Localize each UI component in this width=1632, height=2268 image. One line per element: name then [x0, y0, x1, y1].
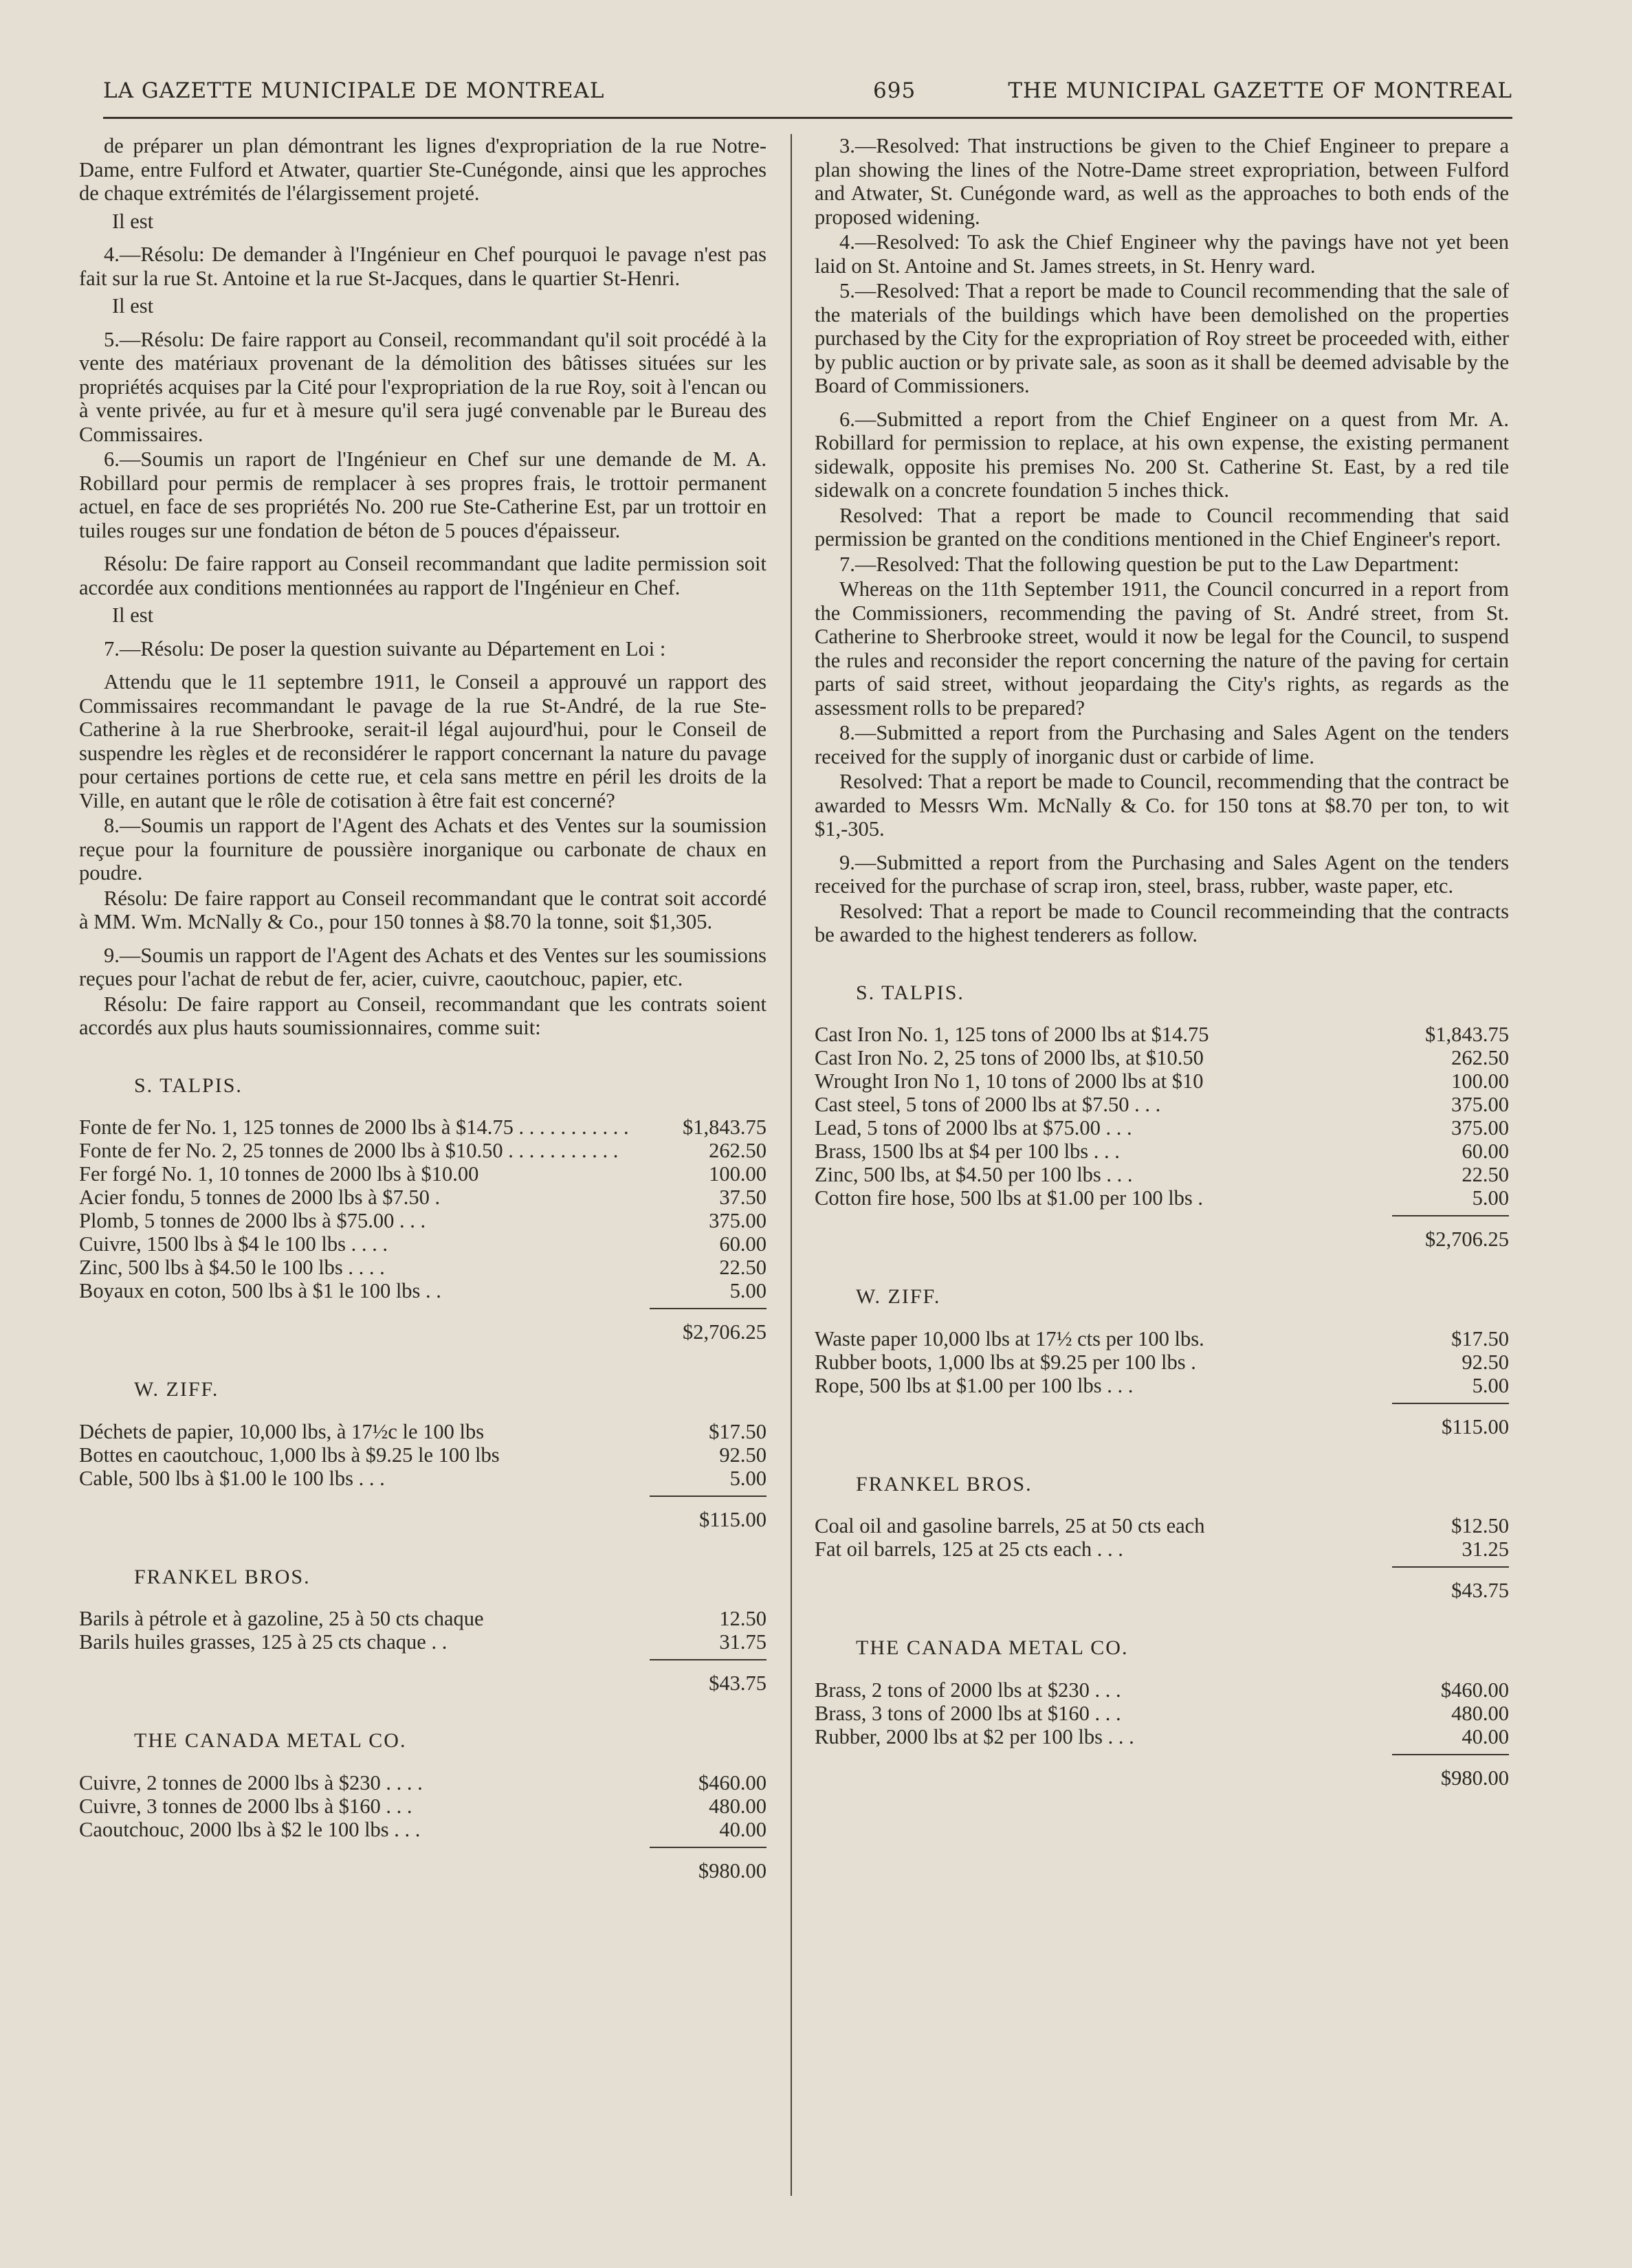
tenderer-name: THE CANADA METAL CO.	[134, 1729, 407, 1752]
tender-row	[79, 1256, 767, 1279]
item-amount: 375.00	[709, 1209, 767, 1232]
tender-row	[79, 1607, 767, 1630]
item-description: Cuivre, 1500 lbs à $4 le 100 lbs . . . .	[79, 1232, 388, 1256]
tender-row	[79, 1443, 767, 1467]
tender-row	[79, 1186, 767, 1209]
tender-row	[815, 1725, 1509, 1748]
tender-row	[815, 1350, 1509, 1374]
item-amount: $1,843.75	[683, 1115, 767, 1139]
item-amount: 262.50	[709, 1139, 767, 1162]
item-description: Boyaux en coton, 500 lbs à $1 le 100 lbs . .	[79, 1279, 441, 1302]
item-amount: 480.00	[709, 1794, 767, 1818]
tender-row	[815, 1069, 1509, 1093]
tenderer-name: S. TALPIS.	[856, 981, 964, 1004]
item-amount: 60.00	[719, 1232, 767, 1256]
item-description: Barils huiles grasses, 125 à 25 cts chaque . .	[79, 1630, 448, 1654]
paragraph: 7.—Resolved: That the following question be put to the Law Department:	[839, 552, 1459, 576]
item-amount: 12.50	[719, 1607, 767, 1630]
item-amount: 92.50	[1462, 1350, 1509, 1374]
tender-section	[79, 1074, 767, 1344]
tender-row	[79, 1115, 767, 1139]
paragraph: Il est	[112, 294, 154, 318]
item-amount: 5.00	[729, 1279, 767, 1302]
tender-section	[815, 981, 1509, 1252]
header-title-french: LA GAZETTE MUNICIPALE DE MONTREAL	[103, 78, 605, 103]
item-amount: $1,843.75	[1425, 1023, 1509, 1046]
paragraph: 4.—Resolved: To ask the Chief Engineer why the pavings have not yet been laid on St. Antoine and St. James streets, in St. Henry ward.	[815, 230, 1509, 278]
item-amount: 5.00	[1472, 1373, 1509, 1397]
item-description: Fer forgé No. 1, 10 tonnes de 2000 lbs à $10.00	[79, 1162, 479, 1186]
tenderer-name: THE CANADA METAL CO.	[856, 1636, 1129, 1659]
item-amount: $17.50	[1451, 1326, 1509, 1350]
item-amount: 5.00	[729, 1466, 767, 1490]
paragraph: 9.—Soumis un rapport de l'Agent des Achats et des Ventes sur les soumissions reçues pour l'achat de rebut de fer, acier, cuivre, caoutchouc, papier, etc.	[79, 943, 767, 990]
tender-row	[815, 1116, 1509, 1139]
item-description: Zinc, 500 lbs à $4.50 le 100 lbs . . . .	[79, 1256, 385, 1279]
section-total: $115.00	[699, 1507, 767, 1531]
tender-row	[815, 1702, 1509, 1725]
item-amount: 40.00	[719, 1817, 767, 1841]
tender-row	[79, 1630, 767, 1654]
tenderer-name: FRANKEL BROS.	[134, 1565, 311, 1588]
tender-row	[79, 1467, 767, 1490]
tender-row	[815, 1139, 1509, 1163]
tender-section	[79, 1729, 767, 1882]
tender-row	[79, 1162, 767, 1186]
tender-row	[815, 1023, 1509, 1046]
item-description: Waste paper 10,000 lbs at 17½ cts per 100 lbs.	[815, 1326, 1204, 1350]
item-description: Cast steel, 5 tons of 2000 lbs at $7.50 . . .	[815, 1093, 1161, 1116]
item-description: Zinc, 500 lbs, at $4.50 per 100 lbs . . .	[815, 1163, 1133, 1186]
section-total: $2,706.25	[1425, 1227, 1509, 1251]
tenderer-name: W. ZIFF.	[856, 1285, 941, 1308]
item-amount: 22.50	[1462, 1163, 1509, 1186]
paragraph: Resolved: That a report be made to Council recommending that said permission be granted on the conditions mentioned in the Chief Engineer's report.	[815, 503, 1509, 551]
tender-row	[79, 1818, 767, 1841]
item-description: Fat oil barrels, 125 at 25 cts each . . .	[815, 1537, 1123, 1561]
tender-row	[815, 1678, 1509, 1702]
item-description: Barils à pétrole et à gazoline, 25 à 50 cts chaque	[79, 1607, 484, 1630]
paragraph: 9.—Submitted a report from the Purchasing and Sales Agent on the tenders received for the purchase of scrap iron, steel, brass, rubber, waste paper, etc.	[815, 850, 1509, 898]
tender-row	[815, 1163, 1509, 1186]
item-description: Cable, 500 lbs à $1.00 le 100 lbs . . .	[79, 1466, 385, 1490]
item-description: Fonte de fer No. 2, 25 tonnes de 2000 lbs à $10.50 . . . . . . . . . . .	[79, 1139, 619, 1162]
paragraph: 5.—Resolved: That a report be made to Council recommending that the sale of the materials of the buildings which have been demolished on the properties purchased by the City for the expropriation of Roy street be proceeded with, either by public auction or by private sale, as soon as it shall be deemed advisable by the Board of Commissioners.	[815, 279, 1509, 397]
item-description: Bottes en caoutchouc, 1,000 lbs à $9.25 le 100 lbs	[79, 1443, 500, 1467]
tender-row	[79, 1279, 767, 1302]
tender-row	[79, 1771, 767, 1794]
tender-row	[815, 1186, 1509, 1210]
tender-row	[79, 1232, 767, 1256]
item-amount: 31.75	[719, 1630, 767, 1654]
item-description: Coal oil and gasoline barrels, 25 at 50 cts each	[815, 1514, 1205, 1537]
section-total: $115.00	[1442, 1414, 1509, 1438]
paragraph: Whereas on the 11th September 1911, the Council concurred in a report from the Commissioners, recommending the paving of St. André street, from St. Catherine to Sherbrooke street, would it now be legal for the Council, to suspend the rules and reconsider the report concerning the nature of the paving for certain parts of said street, without jeopardaing the City's rights, as regards as the assessment rolls to be prepared?	[815, 577, 1509, 720]
item-amount: $12.50	[1451, 1514, 1509, 1537]
tender-row	[79, 1209, 767, 1232]
paragraph: Résolu: De faire rapport au Conseil recommandant que ladite permission soit accordée aux conditions mentionnées au rapport de l'Ingénieur en Chef.	[79, 552, 767, 599]
paragraph: 6.—Soumis un raport de l'Ingénieur en Chef sur une demande de M. A. Robillard pour permis de remplacer à ses propres frais, le trottoir permanent actuel, en face de ses propriétés No. 200 rue Ste-Catherine Est, par un trottoir en tuiles rouges sur une fondation de béton de 5 pouces d'épaisseur.	[79, 447, 767, 542]
item-amount: $460.00	[698, 1770, 767, 1794]
section-total: $43.75	[709, 1671, 767, 1695]
item-description: Acier fondu, 5 tonnes de 2000 lbs à $7.50 .	[79, 1186, 441, 1209]
tenderer-name: W. ZIFF.	[134, 1378, 219, 1401]
item-amount: 31.25	[1462, 1537, 1509, 1561]
item-description: Déchets de papier, 10,000 lbs, à 17½c le 100 lbs	[79, 1419, 485, 1443]
item-description: Brass, 2 tons of 2000 lbs at $230 . . .	[815, 1678, 1121, 1702]
item-amount: 22.50	[719, 1256, 767, 1279]
item-description: Brass, 3 tons of 2000 lbs at $160 . . .	[815, 1701, 1121, 1725]
item-description: Lead, 5 tons of 2000 lbs at $75.00 . . .	[815, 1116, 1132, 1139]
item-amount: 37.50	[719, 1186, 767, 1209]
paragraph: de préparer un plan démontrant les lignes d'expropriation de la rue Notre-Dame, entre Fulford et Atwater, quartier Ste-Cunégonde, ainsi que les approches de chaque extrémités de l'élargissement projeté.	[79, 134, 767, 205]
tender-row	[815, 1374, 1509, 1397]
item-amount: 375.00	[1451, 1093, 1509, 1116]
page-header	[103, 69, 1512, 119]
paragraph: Résolu: De faire rapport au Conseil, recommandant que les contrats soient accordés aux plus hauts soumissionnaires, comme suit:	[79, 992, 767, 1039]
tender-row	[815, 1327, 1509, 1350]
paragraph: 5.—Résolu: De faire rapport au Conseil, recommandant qu'il soit procédé à la vente des matériaux provenant de la démolition des bâtisses situées sur les propriétés acquises par la Cité pour l'expropriation de la rue Roy, soit à l'encan ou à vente privée, au fur et à mesure qu'il sera jugé convenable par le Bureau des Commissaires.	[79, 327, 767, 446]
item-amount: 60.00	[1462, 1139, 1509, 1163]
tender-section	[815, 1473, 1509, 1603]
item-description: Rubber, 2000 lbs at $2 per 100 lbs . . .	[815, 1724, 1134, 1748]
english-column	[815, 134, 1509, 2241]
paragraph: 8.—Soumis un rapport de l'Agent des Achats et des Ventes sur la soumission reçue pour la fourniture de poussière inorganique ou carbonate de chaux en poudre.	[79, 814, 767, 885]
item-description: Caoutchouc, 2000 lbs à $2 le 100 lbs . . .	[79, 1817, 421, 1841]
item-description: Wrought Iron No 1, 10 tons of 2000 lbs at $10	[815, 1069, 1204, 1093]
paragraph: 8.—Submitted a report from the Purchasing and Sales Agent on the tenders received for the supply of inorganic dust or carbide of lime.	[815, 721, 1509, 768]
item-amount: 262.50	[1451, 1046, 1509, 1069]
tender-section	[815, 1636, 1509, 1790]
item-amount: 480.00	[1451, 1701, 1509, 1725]
tender-row	[815, 1514, 1509, 1537]
tender-section	[815, 1285, 1509, 1438]
tenderer-name: S. TALPIS.	[134, 1074, 243, 1097]
tender-section	[79, 1566, 767, 1696]
item-description: Brass, 1500 lbs at $4 per 100 lbs . . .	[815, 1139, 1120, 1163]
item-amount: 40.00	[1462, 1724, 1509, 1748]
item-amount: 100.00	[709, 1162, 767, 1186]
item-description: Cuivre, 3 tonnes de 2000 lbs à $160 . . .	[79, 1794, 412, 1818]
item-description: Rope, 500 lbs at $1.00 per 100 lbs . . .	[815, 1373, 1134, 1397]
section-total: $980.00	[698, 1858, 767, 1882]
paragraph: Resolved: That a report be made to Council recommeinding that the contracts be awarded to the highest tenderers as follow.	[815, 899, 1509, 946]
paragraph: 7.—Résolu: De poser la question suivante au Département en Loi :	[104, 636, 666, 660]
item-description: Cuivre, 2 tonnes de 2000 lbs à $230 . . . .	[79, 1770, 423, 1794]
paragraph: Il est	[112, 209, 154, 233]
item-description: Cast Iron No. 2, 25 tons of 2000 lbs, at $10.50	[815, 1046, 1204, 1069]
paragraph: 3.—Resolved: That instructions be given to the Chief Engineer to prepare a plan showing the lines of the Notre-Dame street expropriation, between Fulford and Atwater, St. Cunégonde ward, as well as the approaches to both ends of the proposed widening.	[815, 134, 1509, 229]
item-description: Cast Iron No. 1, 125 tons of 2000 lbs at $14.75	[815, 1023, 1209, 1046]
paragraph: 6.—Submitted a report from the Chief Engineer on a quest from Mr. A. Robillard for permission to replace, at his own expense, the existing permanent sidewalk, opposite his premises No. 200 St. Catherine St. East, by a red tile sidewalk on a concrete foundation 5 inches thick.	[815, 407, 1509, 502]
paragraph: 4.—Résolu: De demander à l'Ingénieur en Chef pourquoi le pavage n'est pas fait sur la rue St. Antoine et la rue St-Jacques, dans le quartier St-Henri.	[79, 243, 767, 290]
tender-row	[815, 1537, 1509, 1561]
tenderer-name: FRANKEL BROS.	[856, 1472, 1033, 1496]
tender-row	[79, 1420, 767, 1443]
item-description: Rubber boots, 1,000 lbs at $9.25 per 100 lbs .	[815, 1350, 1196, 1374]
french-column	[79, 134, 767, 2241]
paragraph: Attendu que le 11 septembre 1911, le Conseil a approuvé un rapport des Commissaires recommandant le pavage de la rue St-André, de la rue Ste-Catherine à la rue Sherbrooke, serait-il légal aujourd'hui, pour le Conseil de suspendre les règles et de reconsidérer le rapport concernant la nature du pavage pour certaines portions de cette rue, et cela sans mettre en péril les droits de la Ville, en autant que le rôle de cotisation à être fait est concerné?	[79, 670, 767, 812]
tender-row	[79, 1794, 767, 1818]
tender-row	[815, 1093, 1509, 1116]
paragraph: Résolu: De faire rapport au Conseil recommandant que le contrat soit accordé à MM. Wm. McNally & Co., pour 150 tonnes à $8.70 la tonne, soit $1,305.	[79, 886, 767, 933]
paragraph: Il est	[112, 603, 154, 627]
section-total: $2,706.25	[683, 1320, 767, 1344]
item-description: Plomb, 5 tonnes de 2000 lbs à $75.00 . . .	[79, 1209, 426, 1232]
item-amount: 5.00	[1472, 1186, 1509, 1210]
item-amount: $460.00	[1440, 1678, 1509, 1702]
header-title-english: THE MUNICIPAL GAZETTE OF MONTREAL	[1008, 78, 1512, 103]
tender-section	[79, 1378, 767, 1531]
page-number: 695	[873, 78, 916, 103]
section-total: $980.00	[1440, 1766, 1509, 1790]
item-description: Cotton fire hose, 500 lbs at $1.00 per 100 lbs .	[815, 1186, 1204, 1210]
section-total: $43.75	[1451, 1579, 1509, 1602]
item-amount: 92.50	[719, 1443, 767, 1467]
item-amount: 375.00	[1451, 1116, 1509, 1139]
item-amount: 100.00	[1451, 1069, 1509, 1093]
tender-row	[815, 1046, 1509, 1069]
tender-row	[79, 1139, 767, 1162]
paragraph: Resolved: That a report be made to Council, recommending that the contract be awarded to Messrs Wm. McNally & Co. for 150 tons at $8.70 per ton, to wit $1,-305.	[815, 770, 1509, 841]
item-amount: $17.50	[709, 1419, 767, 1443]
item-description: Fonte de fer No. 1, 125 tonnes de 2000 lbs à $14.75 . . . . . . . . . . .	[79, 1115, 629, 1139]
column-divider	[791, 134, 792, 2196]
